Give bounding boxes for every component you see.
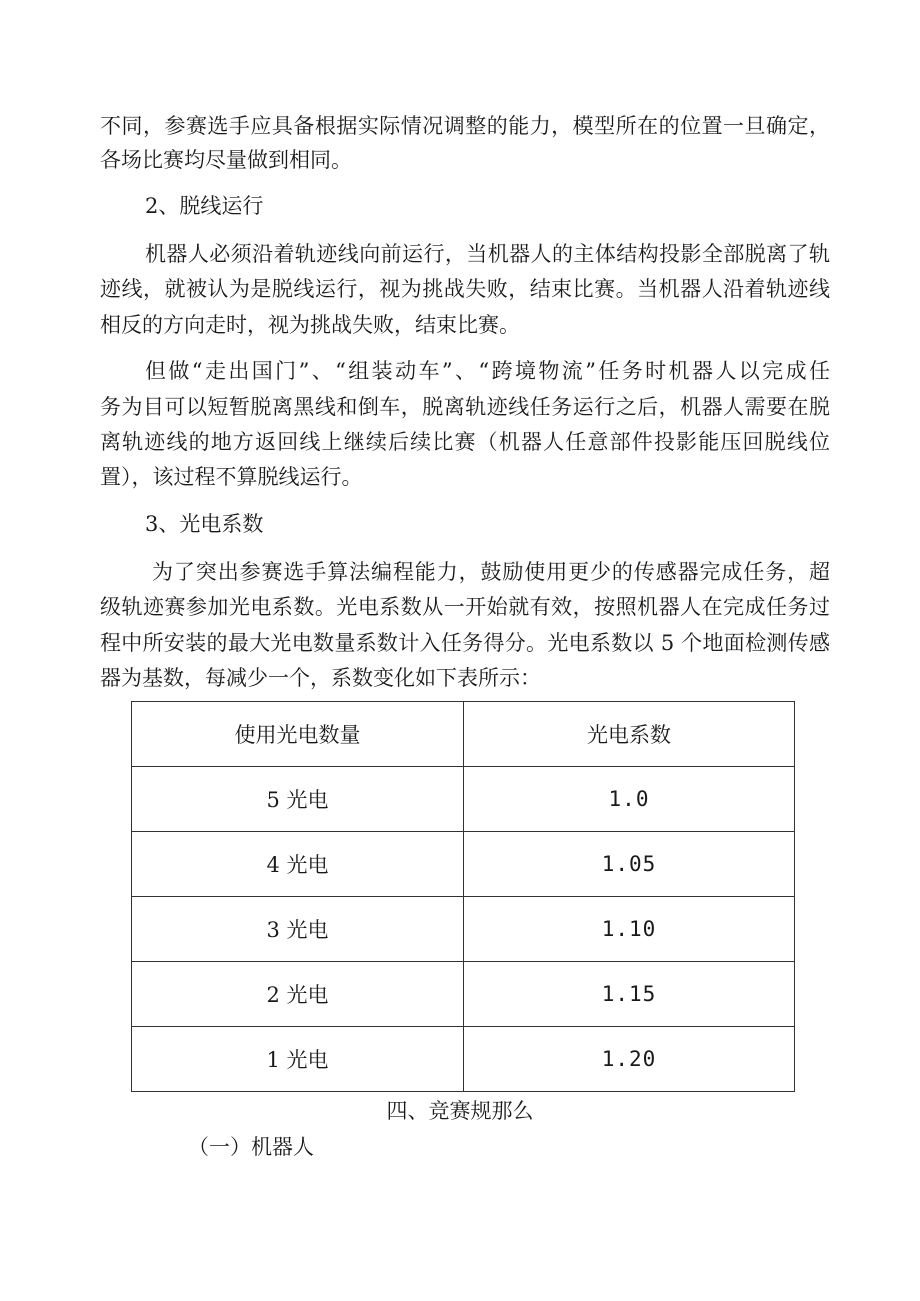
- section-title: 四、竞赛规那么: [386, 1099, 534, 1123]
- paragraph-line: 程中所安装的最大光电数量系数计入任务得分。光电系数以 5 个地面检测传感: [100, 631, 830, 655]
- table-cell-coefficient: 1.20: [464, 1027, 795, 1092]
- table-row: [132, 1027, 795, 1092]
- paragraph-line: 各场比赛均尽量做到相同。: [100, 148, 352, 172]
- paragraph-line: 离轨迹线的地方返回线上继续后续比赛（机器人任意部件投影能压回脱线位: [100, 430, 830, 454]
- table-cell-coefficient: 1.0: [464, 767, 795, 832]
- paragraph-line: 机器人必须沿着轨迹线向前运行，当机器人的主体结构投影全部脱离了轨: [145, 242, 830, 266]
- table-cell-coefficient: 1.15: [464, 962, 795, 1027]
- paragraph-line: 相反的方向走时，视为挑战失败，结束比赛。: [100, 313, 520, 337]
- table-row: [132, 767, 795, 832]
- table-cell-coefficient: 1.05: [464, 832, 795, 897]
- paragraph-line: 级轨迹赛参加光电系数。光电系数从一开始就有效，按照机器人在完成任务过: [100, 595, 830, 619]
- photo-coefficient-table: [131, 701, 795, 1092]
- table-cell-count: 1 光电: [132, 1027, 464, 1092]
- paragraph-line: 务为目可以短暂脱离黑线和倒车，脱离轨迹线任务运行之后，机器人需要在脱: [100, 395, 830, 419]
- table-header-coefficient: 光电系数: [464, 702, 795, 767]
- paragraph-line: 器为基数，每减少一个，系数变化如下表所示：: [100, 666, 541, 690]
- table-cell-count: 5 光电: [132, 767, 464, 832]
- table-header-count: 使用光电数量: [132, 702, 464, 767]
- paragraph-line: 不同，参赛选手应具备根据实际情况调整的能力，模型所在的位置一旦确定，: [100, 114, 830, 138]
- table-cell-coefficient: 1.10: [464, 897, 795, 962]
- table-cell-count: 4 光电: [132, 832, 464, 897]
- subheading-photo-coefficient: 3、光电系数: [145, 512, 264, 536]
- table-row: [132, 897, 795, 962]
- subheading-offtrack: 2、脱线运行: [145, 194, 264, 218]
- table-cell-count: 3 光电: [132, 897, 464, 962]
- paragraph-line: 迹线，就被认为是脱线运行，视为挑战失败，结束比赛。当机器人沿着轨迹线: [100, 277, 830, 301]
- paragraph-line: 但做“走出国门”、“组装动车”、“跨境物流”任务时机器人以完成任: [145, 359, 830, 383]
- table-cell-count: 2 光电: [132, 962, 464, 1027]
- table-header-row: [132, 702, 795, 767]
- paragraph-line: 为了突出参赛选手算法编程能力，鼓励使用更少的传感器完成任务，超: [152, 560, 830, 584]
- section-subtitle: （一）机器人: [188, 1135, 314, 1159]
- table-row: [132, 962, 795, 1027]
- table-row: [132, 832, 795, 897]
- paragraph-line: 置），该过程不算脱线运行。: [100, 465, 363, 489]
